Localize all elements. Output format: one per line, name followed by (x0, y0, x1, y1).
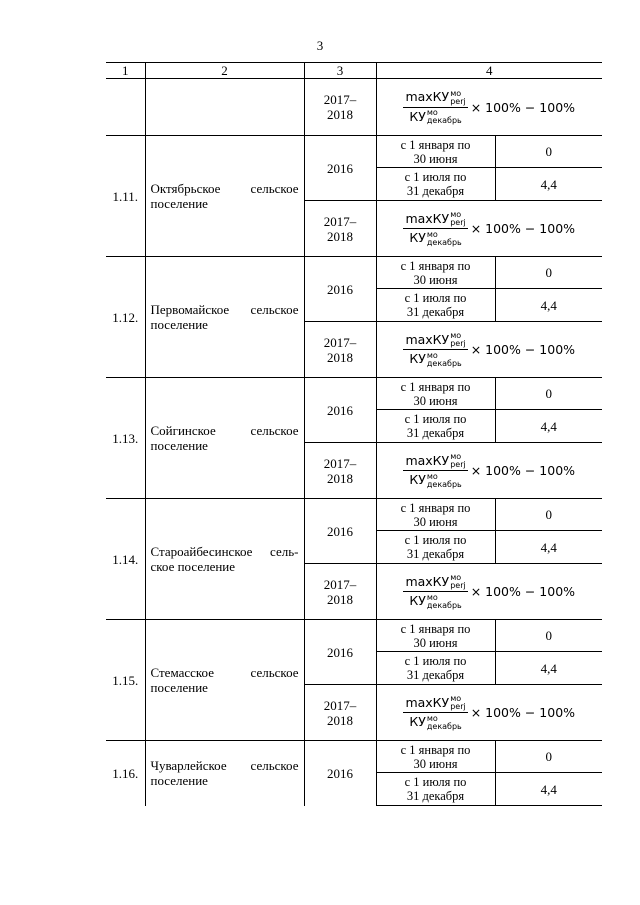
formula-den-main: КУ (409, 108, 426, 124)
value-first-half: 0 (495, 741, 602, 773)
growth-formula (403, 211, 575, 247)
value-first-half: 0 (495, 136, 602, 168)
table-row-continuation (106, 79, 602, 136)
formula-den-indices (427, 352, 462, 368)
year: 2016 (304, 499, 376, 564)
value-first-half: 0 (495, 257, 602, 289)
formula-den-sub: декабрь (426, 479, 462, 489)
row-number: 1.13. (106, 378, 145, 499)
value-second-half: 4,4 (495, 168, 602, 201)
year: 2016 (304, 257, 376, 322)
period-first-half: с 1 января по 30 июня (376, 499, 495, 531)
formula-num-sub: perj (450, 460, 466, 469)
year-range: 2017– 2018 (304, 564, 376, 620)
formula-fraction (403, 574, 467, 610)
period-first-half: с 1 января по 30 июня (376, 136, 495, 168)
value-second-half: 4,4 (495, 652, 602, 685)
header-row (106, 63, 602, 79)
formula-num-sub: perj (450, 581, 466, 590)
formula-fraction (403, 332, 467, 368)
period-second-half: с 1 июля по 31 декабря (376, 289, 495, 322)
formula-multiplier: × 100% − 100% (470, 342, 576, 357)
period-second-half: с 1 июля по 31 декабря (376, 410, 495, 443)
formula-fraction (403, 695, 467, 731)
table-row (106, 620, 602, 652)
year-range: 2017– 2018 (304, 201, 376, 257)
formula-num-indices (450, 695, 466, 711)
formula-denominator (409, 108, 461, 126)
formula-cell (376, 443, 602, 499)
year: 2016 (304, 741, 376, 806)
formula-numerator (403, 695, 467, 714)
formula-num-indices (450, 574, 466, 590)
formula-numerator (403, 211, 467, 230)
formula-multiplier: × 100% − 100% (470, 221, 576, 236)
formula-fraction (403, 211, 467, 247)
formula-multiplier: × 100% − 100% (470, 584, 576, 599)
row-number: 1.12. (106, 257, 145, 378)
formula-den-sup: мо (426, 592, 438, 602)
formula-den-indices (427, 594, 462, 610)
year: 2016 (304, 378, 376, 443)
formula-den-sup: мо (426, 229, 438, 239)
value-first-half: 0 (495, 620, 602, 652)
formula-denominator (409, 229, 461, 247)
formula-num-main: maxКУ (405, 210, 450, 226)
formula-den-indices (427, 715, 462, 731)
formula-den-indices (427, 473, 462, 489)
settlement-name: Чуварлейское сельское поселение (145, 741, 304, 806)
formula-num-indices (450, 90, 466, 106)
period-second-half: с 1 июля по 31 декабря (376, 531, 495, 564)
settlement-name (145, 79, 304, 136)
formula-num-sup: мо (450, 573, 462, 582)
formula-den-sup: мо (426, 471, 438, 481)
formula-num-indices (450, 453, 466, 469)
header-col-4: 4 (376, 63, 602, 79)
formula-numerator (403, 332, 467, 351)
formula-num-sub: perj (450, 339, 466, 348)
formula-numerator (403, 574, 467, 593)
formula-denominator (409, 713, 461, 731)
value-second-half: 4,4 (495, 289, 602, 322)
formula-cell (376, 322, 602, 378)
formula-den-sub: декабрь (426, 237, 462, 247)
formula-num-sub: perj (450, 702, 466, 711)
settlement-name: Стемасское сельское поселение (145, 620, 304, 741)
value-first-half: 0 (495, 499, 602, 531)
formula-num-indices (450, 211, 466, 227)
row-number (106, 79, 145, 136)
year-range: 2017– 2018 (304, 79, 376, 136)
formula-den-indices (427, 109, 462, 125)
period-first-half: с 1 января по 30 июня (376, 378, 495, 410)
year: 2016 (304, 136, 376, 201)
value-first-half: 0 (495, 378, 602, 410)
formula-num-main: maxКУ (405, 573, 450, 589)
formula-num-main: maxКУ (405, 331, 450, 347)
growth-formula (403, 332, 575, 368)
formula-num-sub: perj (450, 96, 466, 106)
formula-fraction (403, 89, 467, 125)
table-row (106, 378, 602, 410)
header-col-2: 2 (145, 63, 304, 79)
settlement-name: Октябрьское сельское поселение (145, 136, 304, 257)
formula-num-main: maxКУ (405, 694, 450, 710)
year: 2016 (304, 620, 376, 685)
formula-cell (376, 564, 602, 620)
formula-den-main: КУ (409, 351, 426, 366)
value-second-half: 4,4 (495, 531, 602, 564)
formula-denominator (409, 592, 461, 610)
formula-num-sup: мо (450, 210, 462, 219)
formula-num-sup: мо (450, 331, 462, 340)
tariff-table (106, 62, 602, 806)
settlement-name: Сойгинское сельское поселение (145, 378, 304, 499)
formula-num-main: maxКУ (405, 452, 450, 468)
page-number: 3 (316, 38, 324, 53)
header-col-1: 1 (106, 63, 145, 79)
formula-num-sub: perj (450, 218, 466, 227)
formula-num-indices (450, 332, 466, 348)
formula-den-main: КУ (409, 593, 426, 608)
settlement-name: Первомайское сельское поселение (145, 257, 304, 378)
formula-num-main: maxКУ (405, 89, 450, 104)
growth-formula (403, 453, 575, 489)
header-col-3: 3 (304, 63, 376, 79)
formula-den-sup: мо (426, 713, 438, 723)
formula-den-sup: мо (426, 350, 438, 360)
formula-denominator (409, 471, 461, 489)
table-row (106, 741, 602, 773)
growth-formula (403, 695, 575, 731)
period-first-half: с 1 января по 30 июня (376, 741, 495, 773)
formula-num-sup: мо (450, 452, 462, 461)
period-first-half: с 1 января по 30 июня (376, 620, 495, 652)
period-first-half: с 1 января по 30 июня (376, 257, 495, 289)
formula-denominator (409, 350, 461, 368)
row-number: 1.14. (106, 499, 145, 620)
formula-den-indices (427, 231, 462, 247)
settlement-name: Староайбесинское сель-ское поселение (145, 499, 304, 620)
formula-numerator (403, 89, 467, 108)
period-second-half: с 1 июля по 31 декабря (376, 168, 495, 201)
growth-formula (403, 574, 575, 610)
formula-den-sub: декабрь (426, 721, 462, 731)
table-row (106, 257, 602, 289)
formula-cell (376, 201, 602, 257)
formula-den-main: КУ (409, 472, 426, 487)
row-number: 1.15. (106, 620, 145, 741)
formula-den-main: КУ (409, 714, 426, 729)
formula-numerator (403, 453, 467, 472)
value-second-half: 4,4 (495, 773, 602, 806)
formula-num-sup: мо (450, 694, 462, 703)
year-range: 2017– 2018 (304, 443, 376, 499)
growth-formula (403, 89, 575, 125)
formula-den-sup: мо (426, 108, 438, 117)
table-row (106, 136, 602, 168)
formula-den-sub: декабрь (426, 358, 462, 368)
formula-den-sub: декабрь (426, 116, 462, 125)
period-second-half: с 1 июля по 31 декабря (376, 773, 495, 806)
year-range: 2017– 2018 (304, 322, 376, 378)
formula-multiplier: × 100% − 100% (470, 99, 576, 115)
formula-fraction (403, 453, 467, 489)
row-number: 1.11. (106, 136, 145, 257)
table-row (106, 499, 602, 531)
period-second-half: с 1 июля по 31 декабря (376, 652, 495, 685)
formula-cell (376, 685, 602, 741)
value-second-half: 4,4 (495, 410, 602, 443)
formula-den-sub: декабрь (426, 600, 462, 610)
formula-multiplier: × 100% − 100% (470, 463, 576, 478)
formula-cell (376, 79, 602, 136)
formula-multiplier: × 100% − 100% (470, 705, 576, 720)
formula-num-sup: мо (450, 88, 462, 98)
year-range: 2017– 2018 (304, 685, 376, 741)
formula-den-main: КУ (409, 230, 426, 245)
row-number: 1.16. (106, 741, 145, 806)
